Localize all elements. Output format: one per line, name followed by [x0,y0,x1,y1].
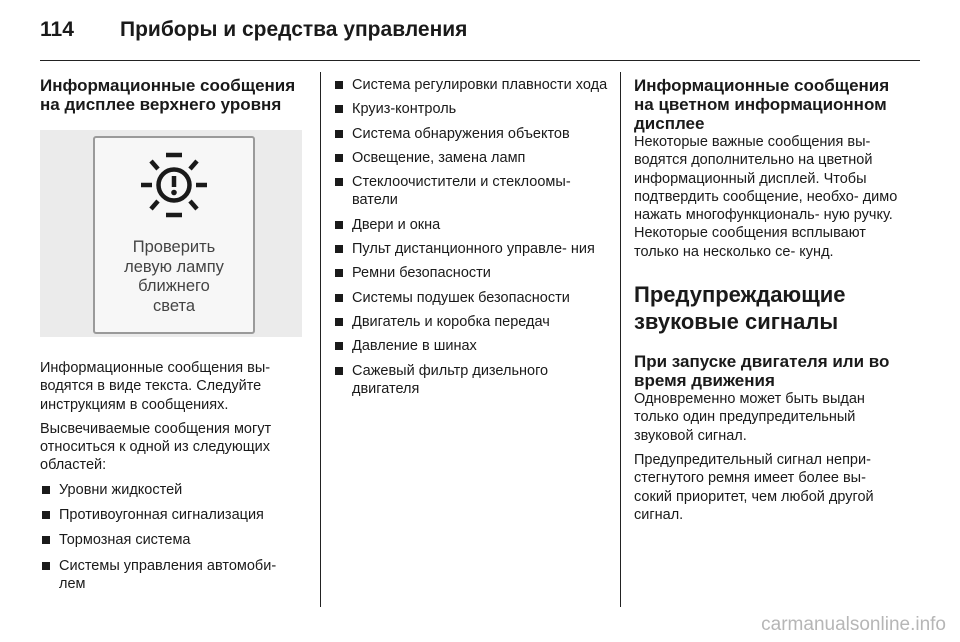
page-header [40,12,920,56]
bullet-square-icon [335,342,343,350]
watermark: carmanualsonline.info [761,614,946,635]
list-item: Сажевый фильтр дизельного двигателя [333,362,608,399]
list-item: Тормозная система [40,531,302,549]
display-message-text [95,238,253,316]
display-message-line: света [152,296,195,315]
column-divider-1 [320,72,321,607]
bullet-square-icon [335,294,343,302]
column-3 [634,76,906,524]
bullet-square-icon [42,536,50,544]
list-item: Давление в шинах [333,337,608,355]
display-message-line: Проверить [132,238,216,256]
display-message-line: левую лампу [124,257,224,276]
bullet-square-icon [335,81,343,89]
bullet-square-icon [335,154,343,162]
exterior-light-warning-icon [139,150,209,220]
list-item: Система обнаружения объектов [333,125,608,143]
paragraph: Предупредительный сигнал непри- стегнутого ремня имеет более вы- сокий приоритет, чем любой другой сигнал. [634,451,874,523]
bullet-square-icon [42,486,50,494]
bullet-square-icon [335,221,343,229]
list-item: Ремни безопасности [333,264,608,282]
column-1 [40,76,302,593]
list-item: Стеклоочистители и стеклоомы- ватели [333,173,608,210]
section-heading-top-level-messages: Информационные сообщения на дисплее верхнего уровня [40,76,296,114]
list-item: Двери и окна [333,216,608,234]
list-item: Освещение, замена ламп [333,149,608,167]
page-number: 114 [40,18,74,41]
subheading-engine-start: При запуске двигателя или во время движения [634,352,890,391]
paragraph: Высвечиваемые сообщения могут относиться к одной из следующих областей: [40,420,272,474]
header-rule [40,60,920,61]
bullet-square-icon [335,318,343,326]
bullet-square-icon [335,245,343,253]
bullet-square-icon [335,130,343,138]
list-item: Круиз-контроль [333,100,608,118]
list-item: Пульт дистанционного управле- ния [333,240,608,258]
display-message-line: ближнего [138,277,210,295]
list-item: Уровни жидкостей [40,481,302,499]
section-heading-color-display: Информационные сообщения на цветном информационном дисплее [634,76,890,133]
bullet-list [333,76,608,398]
section-title-warning-chimes: Предупреждающие звуковые сигналы [634,282,846,335]
display-message-figure [40,130,302,337]
bullet-list [40,481,302,593]
list-item: Системы управления автомоби- лем [40,557,302,594]
bullet-square-icon [42,562,50,570]
list-item: Системы подушек безопасности [333,289,608,307]
column-divider-2 [620,72,621,607]
display-panel [93,136,255,334]
bullet-square-icon [42,511,50,519]
paragraph: Одновременно может быть выдан только один предупредительный звуковой сигнал. [634,391,865,444]
column-2 [333,76,608,398]
list-item: Система регулировки плавности хода [333,76,608,94]
paragraph: Некоторые важные сообщения вы- водятся дополнительно на цветной информационный дисплей. Чтобы подтвердить сообщение, необхо- димо нажать многофункциональ- ную ручку. Некоторые сообщения всплывают только на несколько се- кунд. [634,134,898,260]
bullet-square-icon [335,269,343,277]
list-item: Двигатель и коробка передач [333,313,608,331]
list-item: Противоугонная сигнализация [40,506,302,524]
paragraph: Информационные сообщения вы- водятся в виде текста. Следуйте инструкциям в сообщениях. [40,360,271,413]
bullet-square-icon [335,178,343,186]
bullet-square-icon [335,367,343,375]
page-title: Приборы и средства управления [120,18,468,41]
bullet-square-icon [335,105,343,113]
